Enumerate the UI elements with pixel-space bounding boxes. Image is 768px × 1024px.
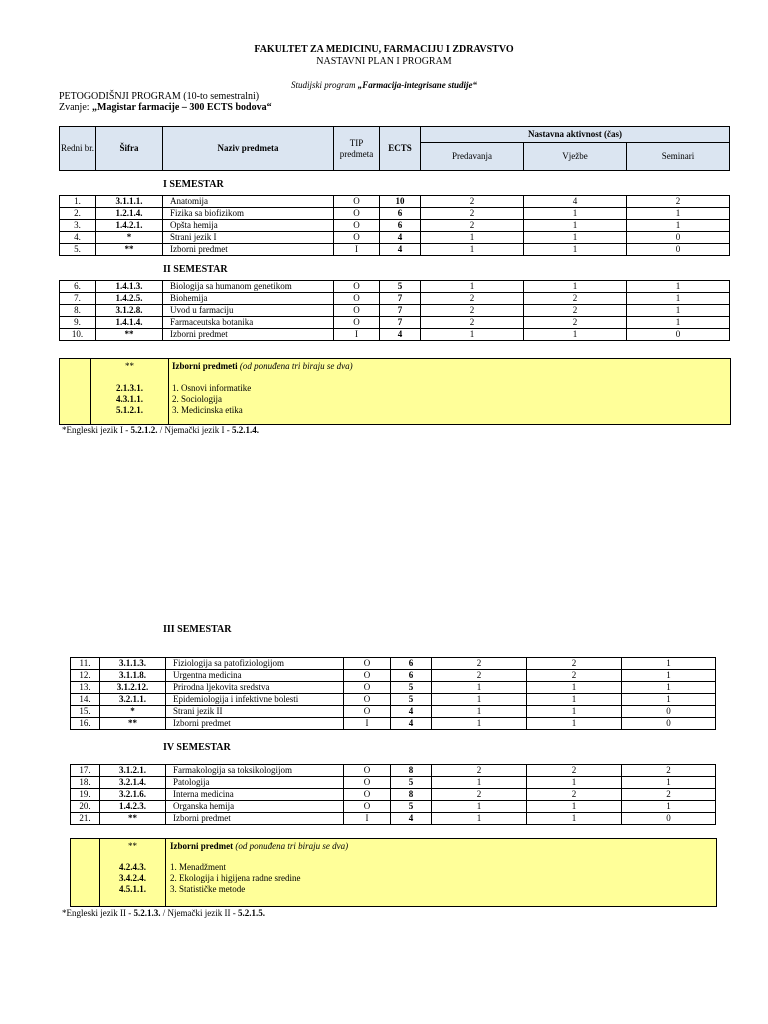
- row-seminari: 0: [627, 244, 730, 256]
- row-predavanja: 1: [421, 232, 524, 244]
- table-row: [60, 208, 730, 220]
- row-vjezbe: 1: [524, 281, 627, 293]
- row-code: **: [96, 329, 163, 341]
- table-row: [71, 670, 716, 682]
- row-type: O: [334, 232, 380, 244]
- row-subject: Izborni predmet: [166, 813, 344, 825]
- row-number: 12.: [71, 670, 100, 682]
- row-number: 1.: [60, 196, 96, 208]
- row-number: 4.: [60, 232, 96, 244]
- row-predavanja: 1: [432, 801, 527, 813]
- row-predavanja: 2: [432, 658, 527, 670]
- row-predavanja: 1: [421, 244, 524, 256]
- elective-item: 3. Statističke metode: [170, 884, 246, 894]
- row-vjezbe: 1: [527, 813, 622, 825]
- row-ects: 7: [380, 317, 421, 329]
- row-ects: 4: [391, 813, 432, 825]
- row-number: 8.: [60, 305, 96, 317]
- row-code: 3.2.1.4.: [100, 777, 166, 789]
- col-vjezbe: Vježbe: [524, 143, 627, 171]
- row-ects: 4: [380, 232, 421, 244]
- row-code: 1.4.2.3.: [100, 801, 166, 813]
- row-code: 3.2.1.1.: [100, 694, 166, 706]
- row-ects: 5: [391, 777, 432, 789]
- row-predavanja: 2: [432, 765, 527, 777]
- row-code: 3.1.1.1.: [96, 196, 163, 208]
- row-type: O: [334, 305, 380, 317]
- row-seminari: 1: [627, 305, 730, 317]
- row-code: 1.4.2.5.: [96, 293, 163, 305]
- electives-marker: **: [125, 361, 134, 371]
- electives-box: [70, 838, 717, 907]
- table-row: [60, 329, 730, 341]
- row-seminari: 1: [622, 694, 716, 706]
- col-tip: TIP predmeta: [334, 127, 380, 171]
- row-number: 3.: [60, 220, 96, 232]
- row-ects: 5: [380, 281, 421, 293]
- table-row: [60, 317, 730, 329]
- table-row: [71, 765, 716, 777]
- row-code: 3.1.1.8.: [100, 670, 166, 682]
- row-seminari: 0: [627, 329, 730, 341]
- electives-title-line: [170, 841, 348, 851]
- row-type: I: [334, 244, 380, 256]
- row-code: **: [100, 718, 166, 730]
- row-number: 6.: [60, 281, 96, 293]
- program-name: „Farmacija-integrisane studije“: [357, 80, 477, 90]
- row-type: O: [344, 706, 391, 718]
- row-subject: Prirodna ljekovita sredstva: [166, 682, 344, 694]
- footnote-code: 5.2.1.5.: [237, 908, 265, 918]
- row-code: 1.4.2.1.: [96, 220, 163, 232]
- row-ects: 6: [380, 208, 421, 220]
- row-subject: Interna medicina: [166, 789, 344, 801]
- elective-code: 4.5.1.1.: [119, 884, 146, 894]
- row-ects: 4: [380, 329, 421, 341]
- row-type: O: [344, 670, 391, 682]
- row-subject: Strani jezik II: [166, 706, 344, 718]
- row-type: O: [344, 789, 391, 801]
- program-duration: PETOGODIŠNJI PROGRAM (10-to semestralni): [59, 91, 260, 102]
- row-seminari: 0: [627, 232, 730, 244]
- row-ects: 7: [380, 293, 421, 305]
- row-type: O: [334, 293, 380, 305]
- row-seminari: 1: [622, 801, 716, 813]
- footnote-code: 5.2.1.4.: [231, 425, 259, 435]
- row-predavanja: 1: [432, 718, 527, 730]
- row-seminari: 1: [627, 293, 730, 305]
- row-number: 2.: [60, 208, 96, 220]
- row-predavanja: 1: [432, 706, 527, 718]
- footnote-text: *Engleski jezik I -: [62, 425, 131, 435]
- row-seminari: 1: [622, 670, 716, 682]
- elective-code: 4.3.1.1.: [116, 394, 143, 404]
- row-predavanja: 1: [432, 813, 527, 825]
- row-subject: Organska hemija: [166, 801, 344, 813]
- electives-note: (od ponuđena tri biraju se dva): [239, 361, 353, 371]
- row-number: 21.: [71, 813, 100, 825]
- row-type: O: [334, 196, 380, 208]
- document-subtitle: NASTAVNI PLAN I PROGRAM: [316, 56, 452, 67]
- table-row: [71, 718, 716, 730]
- table-row: [71, 813, 716, 825]
- row-vjezbe: 1: [524, 244, 627, 256]
- row-number: 19.: [71, 789, 100, 801]
- row-code: 1.4.1.4.: [96, 317, 163, 329]
- row-type: O: [344, 658, 391, 670]
- row-vjezbe: 4: [524, 196, 627, 208]
- col-ects: ECTS: [380, 127, 421, 171]
- row-number: 16.: [71, 718, 100, 730]
- elective-code: 2.1.3.1.: [116, 383, 143, 393]
- row-subject: Opšta hemija: [163, 220, 334, 232]
- row-type: I: [344, 813, 391, 825]
- document-title: FAKULTET ZA MEDICINU, FARMACIJU I ZDRAVSTVO: [254, 44, 514, 55]
- row-type: O: [334, 208, 380, 220]
- elective-code: 4.2.4.3.: [119, 862, 146, 872]
- row-code: 3.2.1.6.: [100, 789, 166, 801]
- row-code: **: [100, 813, 166, 825]
- row-ects: 4: [391, 718, 432, 730]
- row-ects: 4: [391, 706, 432, 718]
- table-row: [71, 789, 716, 801]
- row-code: **: [96, 244, 163, 256]
- row-predavanja: 1: [421, 281, 524, 293]
- row-seminari: 0: [622, 706, 716, 718]
- col-sifra: Šifra: [96, 127, 163, 171]
- row-vjezbe: 1: [524, 232, 627, 244]
- row-vjezbe: 2: [524, 293, 627, 305]
- row-subject: Farmaceutska botanika: [163, 317, 334, 329]
- col-seminari: Seminari: [627, 143, 730, 171]
- footnote-code: 5.2.1.3.: [133, 908, 161, 918]
- row-seminari: 2: [622, 765, 716, 777]
- table-row: [60, 220, 730, 232]
- row-ects: 4: [380, 244, 421, 256]
- row-ects: 6: [380, 220, 421, 232]
- row-vjezbe: 1: [527, 706, 622, 718]
- footnote-code: 5.2.1.2.: [130, 425, 158, 435]
- row-vjezbe: 1: [527, 777, 622, 789]
- row-code: *: [100, 706, 166, 718]
- table-row: [60, 281, 730, 293]
- row-seminari: 1: [627, 220, 730, 232]
- row-vjezbe: 1: [524, 220, 627, 232]
- semester-table: [59, 280, 730, 341]
- elective-item: 3. Medicinska etika: [172, 405, 243, 415]
- electives-title-line: [172, 361, 353, 371]
- program-prefix: Studijski program: [291, 80, 358, 90]
- row-seminari: 1: [622, 682, 716, 694]
- table-row: [71, 694, 716, 706]
- degree-line: [59, 102, 272, 113]
- semester-title: II SEMESTAR: [163, 264, 228, 275]
- electives-title: Izborni predmet: [170, 841, 234, 851]
- row-vjezbe: 2: [527, 765, 622, 777]
- elective-item: 1. Osnovi informatike: [172, 383, 252, 393]
- row-subject: Anatomija: [163, 196, 334, 208]
- row-code: *: [96, 232, 163, 244]
- col-nastavna: Nastavna aktivnost (čas): [421, 127, 730, 143]
- semester-table: [59, 195, 730, 256]
- col-predavanja: Predavanja: [421, 143, 524, 171]
- table-row: [60, 244, 730, 256]
- row-ects: 10: [380, 196, 421, 208]
- column-header-table: [59, 126, 730, 171]
- row-type: I: [344, 718, 391, 730]
- row-subject: Epidemiologija i infektivne bolesti: [166, 694, 344, 706]
- row-type: O: [344, 765, 391, 777]
- elective-item: 1. Menadžment: [170, 862, 226, 872]
- row-type: O: [344, 694, 391, 706]
- row-ects: 5: [391, 801, 432, 813]
- row-type: O: [344, 682, 391, 694]
- row-predavanja: 1: [432, 694, 527, 706]
- row-predavanja: 2: [421, 305, 524, 317]
- row-predavanja: 2: [421, 293, 524, 305]
- row-seminari: 1: [622, 658, 716, 670]
- col-naziv: Naziv predmeta: [163, 127, 334, 171]
- row-number: 13.: [71, 682, 100, 694]
- table-row: [60, 293, 730, 305]
- row-predavanja: 2: [421, 208, 524, 220]
- row-code: 3.1.2.1.: [100, 765, 166, 777]
- electives-blank-cell: [71, 839, 100, 906]
- row-subject: Urgentna medicina: [166, 670, 344, 682]
- semester-table: [70, 657, 716, 730]
- row-number: 14.: [71, 694, 100, 706]
- row-vjezbe: 1: [524, 329, 627, 341]
- electives-box: [59, 358, 731, 425]
- row-ects: 8: [391, 789, 432, 801]
- row-subject: Strani jezik I: [163, 232, 334, 244]
- row-predavanja: 1: [432, 682, 527, 694]
- row-code: 1.2.1.4.: [96, 208, 163, 220]
- semester-title: IV SEMESTAR: [163, 742, 231, 753]
- footnote-text: / Njemački jezik II -: [160, 908, 238, 918]
- row-vjezbe: 1: [527, 718, 622, 730]
- row-code: 1.4.1.3.: [96, 281, 163, 293]
- row-vjezbe: 2: [527, 789, 622, 801]
- table-row: [71, 706, 716, 718]
- row-number: 20.: [71, 801, 100, 813]
- row-predavanja: 1: [432, 777, 527, 789]
- electives-note: (od ponuđena tri biraju se dva): [235, 841, 349, 851]
- electives-blank-cell: [60, 359, 91, 424]
- row-vjezbe: 2: [527, 658, 622, 670]
- row-subject: Biologija sa humanom genetikom: [163, 281, 334, 293]
- row-seminari: 2: [622, 789, 716, 801]
- row-number: 15.: [71, 706, 100, 718]
- row-seminari: 1: [627, 281, 730, 293]
- row-predavanja: 2: [421, 220, 524, 232]
- row-vjezbe: 2: [524, 305, 627, 317]
- col-redni: Redni br.: [60, 127, 96, 171]
- row-number: 10.: [60, 329, 96, 341]
- row-seminari: 1: [627, 317, 730, 329]
- row-subject: Patologija: [166, 777, 344, 789]
- table-row: [60, 305, 730, 317]
- table-row: [71, 801, 716, 813]
- row-seminari: 2: [627, 196, 730, 208]
- row-subject: Izborni predmet: [163, 244, 334, 256]
- row-predavanja: 2: [421, 317, 524, 329]
- semester-table: [70, 764, 716, 825]
- row-ects: 7: [380, 305, 421, 317]
- row-type: O: [344, 801, 391, 813]
- row-vjezbe: 1: [527, 694, 622, 706]
- row-type: O: [344, 777, 391, 789]
- footnote: [62, 908, 265, 918]
- row-seminari: 0: [622, 813, 716, 825]
- row-ects: 6: [391, 670, 432, 682]
- row-type: O: [334, 317, 380, 329]
- semester-title: III SEMESTAR: [163, 624, 232, 635]
- row-predavanja: 2: [432, 670, 527, 682]
- row-subject: Farmakologija sa toksikologijom: [166, 765, 344, 777]
- row-type: O: [334, 281, 380, 293]
- row-ects: 6: [391, 658, 432, 670]
- row-predavanja: 2: [432, 789, 527, 801]
- row-subject: Fizika sa biofizikom: [163, 208, 334, 220]
- elective-code: 5.1.2.1.: [116, 405, 143, 415]
- row-type: O: [334, 220, 380, 232]
- footnote-text: / Njemački jezik I -: [157, 425, 232, 435]
- degree-label: Zvanje:: [59, 102, 93, 113]
- row-number: 18.: [71, 777, 100, 789]
- row-ects: 5: [391, 682, 432, 694]
- row-subject: Biohemija: [163, 293, 334, 305]
- row-subject: Izborni predmet: [166, 718, 344, 730]
- degree-name: „Magistar farmacije – 300 ECTS bodova“: [92, 102, 272, 113]
- program-line: [0, 80, 768, 90]
- footnote: [62, 425, 259, 435]
- row-type: I: [334, 329, 380, 341]
- table-row: [71, 682, 716, 694]
- elective-item: 2. Ekologija i higijena radne sredine: [170, 873, 301, 883]
- elective-item: 2. Sociologija: [172, 394, 222, 404]
- row-vjezbe: 2: [527, 670, 622, 682]
- row-code: 3.1.2.8.: [96, 305, 163, 317]
- elective-code: 3.4.2.4.: [119, 873, 146, 883]
- row-number: 5.: [60, 244, 96, 256]
- row-subject: Izborni predmet: [163, 329, 334, 341]
- row-predavanja: 2: [421, 196, 524, 208]
- row-vjezbe: 1: [527, 801, 622, 813]
- row-ects: 5: [391, 694, 432, 706]
- row-seminari: 1: [622, 777, 716, 789]
- row-vjezbe: 1: [527, 682, 622, 694]
- row-number: 17.: [71, 765, 100, 777]
- semester-title: I SEMESTAR: [163, 179, 224, 190]
- table-row: [60, 232, 730, 244]
- row-code: 3.1.1.3.: [100, 658, 166, 670]
- row-code: 3.1.2.12.: [100, 682, 166, 694]
- electives-title: Izborni predmeti: [172, 361, 238, 371]
- row-subject: Fiziologija sa patofiziologijom: [166, 658, 344, 670]
- row-subject: Uvod u farmaciju: [163, 305, 334, 317]
- row-seminari: 0: [622, 718, 716, 730]
- row-number: 11.: [71, 658, 100, 670]
- row-vjezbe: 2: [524, 317, 627, 329]
- table-row: [60, 196, 730, 208]
- row-seminari: 1: [627, 208, 730, 220]
- row-number: 7.: [60, 293, 96, 305]
- electives-marker: **: [128, 841, 137, 851]
- row-ects: 8: [391, 765, 432, 777]
- row-vjezbe: 1: [524, 208, 627, 220]
- table-row: [71, 777, 716, 789]
- footnote-text: *Engleski jezik II -: [62, 908, 134, 918]
- row-number: 9.: [60, 317, 96, 329]
- row-predavanja: 1: [421, 329, 524, 341]
- table-row: [71, 658, 716, 670]
